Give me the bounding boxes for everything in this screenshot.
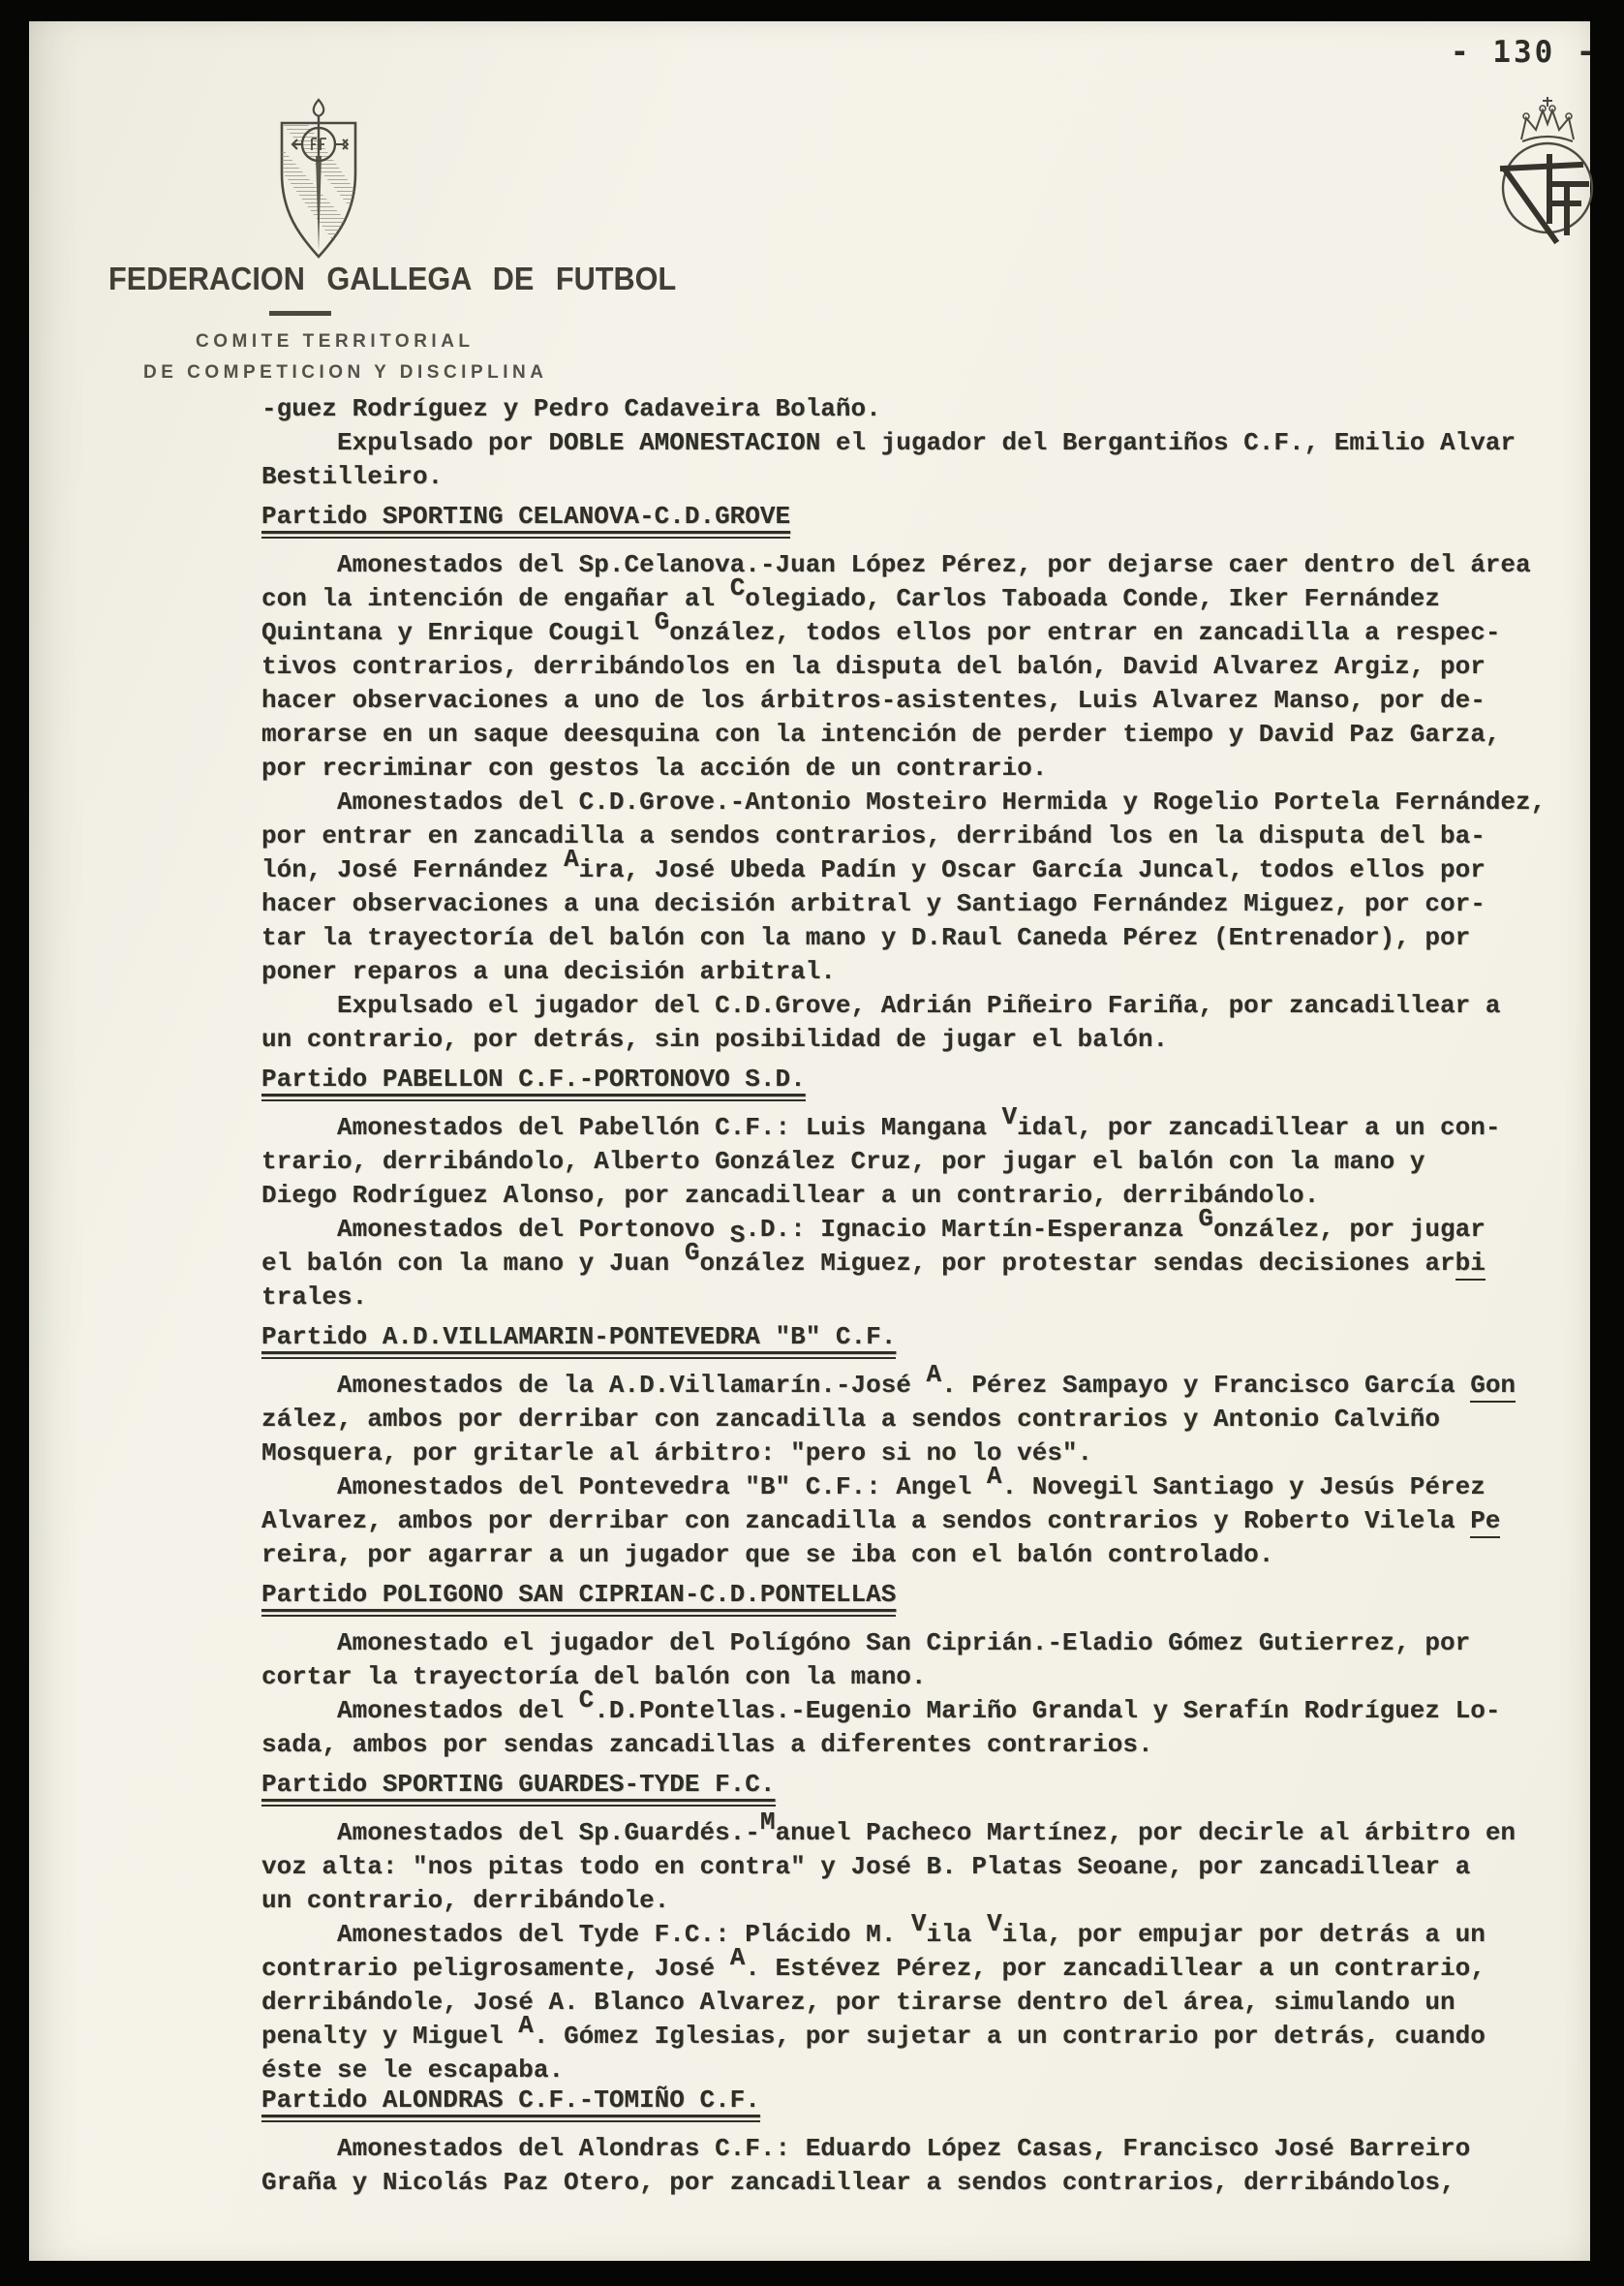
typewriter-raised-segment: A <box>518 2011 534 2041</box>
text-line <box>261 1909 1582 1952</box>
text-line <box>261 1436 1582 1470</box>
typewriter-segment: Graña y Nicolás Paz Otero, por zancadillear a sendos contrarios, derribándolos, <box>261 2168 1455 2197</box>
federation-crown-logo <box>1486 87 1613 252</box>
paragraph <box>261 1360 1582 1572</box>
text-line <box>261 1807 1582 1850</box>
typewriter-segment: voz alta: "nos pitas todo en contra" y José B. Platas Seoane, por zancadillear a <box>261 1852 1471 1881</box>
typewriter-segment: Amonestados del Sp.Guardés.- <box>261 1818 760 1847</box>
paragraph <box>261 1626 1582 1762</box>
typewriter-segment: Partido ALONDRAS C.F.-TOMIÑO C.F. <box>261 2085 760 2115</box>
text-line <box>261 819 1582 853</box>
typewriter-segment: Quintana y Enrique Cougil <box>261 618 655 647</box>
typewriter-segment: Partido PABELLON C.F.-PORTONOVO S.D. <box>261 1065 806 1094</box>
text-line <box>261 718 1582 752</box>
typewriter-segment: Diego Rodríguez Alonso, por zancadillear a un contrario, derribándolo. <box>261 1181 1320 1210</box>
typewriter-raised-segment: V <box>1001 1102 1018 1132</box>
text-line <box>261 955 1582 989</box>
match-heading <box>261 1063 1582 1101</box>
match-heading-text <box>261 1063 806 1101</box>
text-line <box>261 1504 1582 1538</box>
page-number: - 130 - <box>1451 35 1598 70</box>
document-body <box>261 392 1582 2200</box>
letterhead-committee-line2: DE COMPETICION Y DISCIPLINA <box>143 362 548 383</box>
typewriter-segment: ila <box>926 1920 987 1949</box>
text-line <box>261 1102 1582 1145</box>
text-line <box>261 921 1582 955</box>
typewriter-segment: Amonestados del Pontevedra "B" C.F.: Angel <box>261 1472 987 1501</box>
text-line <box>261 392 1582 426</box>
text-line <box>261 1538 1582 1572</box>
text-line <box>261 684 1582 718</box>
typewriter-raised-segment: A <box>986 1462 1002 1492</box>
letterhead-divider <box>269 311 331 316</box>
text-line <box>261 1238 1582 1281</box>
typewriter-segment: Amonestados del C.D.Grove.-Antonio Mosteiro Hermida y Rogelio Portela Fernández, <box>261 788 1547 817</box>
typewriter-segment: reira, por agarrar a un jugador que se iba con el balón controlado. <box>261 1540 1274 1569</box>
match-heading-text <box>261 500 790 539</box>
typewriter-segment: Amonestados del <box>261 1696 579 1725</box>
typewriter-segment: . Gómez Iglesias, por sujetar a un contrario por detrás, cuando <box>533 2022 1486 2051</box>
typewriter-segment: .D.Pontellas.-Eugenio Mariño Grandal y Serafín Rodríguez Lo- <box>594 1696 1501 1725</box>
paragraph <box>261 392 1582 494</box>
typewriter-segment: Amonestados de la A.D.Villamarín.-José <box>261 1371 927 1400</box>
text-line <box>261 1850 1582 1884</box>
typewriter-segment: contrario peligrosamente, José <box>261 1954 730 1983</box>
typewriter-segment: onzález Miguez, por protestar sendas decisiones ar <box>699 1249 1455 1278</box>
typewriter-segment: onzález, por jugar <box>1212 1215 1486 1244</box>
text-line <box>261 2166 1582 2200</box>
typewriter-segment: Partido A.D.VILLAMARIN-PONTEVEDRA "B" C.F. <box>261 1322 897 1351</box>
typewriter-dropped-segment: S <box>729 1220 746 1250</box>
typewriter-segment: éste se le escapaba. <box>261 2055 565 2085</box>
typewriter-ufrag-segment: bi <box>1455 1249 1486 1281</box>
text-line <box>261 1462 1582 1504</box>
typewriter-segment: poner reparos a una decisión arbitral. <box>261 957 836 986</box>
text-line <box>261 887 1582 921</box>
typewriter-segment: Amonestado el jugador del Polígóno San Ciprián.-Eladio Gómez Gutierrez, por <box>261 1628 1471 1657</box>
typewriter-segment: Partido SPORTING GUARDES-TYDE F.C. <box>261 1770 776 1799</box>
typewriter-segment: el balón con la mano y Juan <box>261 1249 685 1278</box>
typewriter-segment: morarse en un saque deesquina con la intención de perder tiempo y David Paz Garza, <box>261 720 1501 749</box>
match-heading <box>261 1768 1582 1807</box>
typewriter-segment: ila, por empujar por detrás a un <box>1001 1920 1486 1949</box>
document-page <box>29 21 1598 2261</box>
text-line <box>261 1179 1582 1213</box>
typewriter-ufrag-segment: Gon <box>1470 1371 1516 1403</box>
text-line <box>261 607 1582 650</box>
typewriter-segment: olegiado, Carlos Taboada Conde, Iker Fernández <box>745 584 1441 613</box>
typewriter-segment: penalty y Miguel <box>261 2022 519 2051</box>
match-heading-text <box>261 1578 896 1617</box>
typewriter-segment: por entrar en zancadilla a sendos contrarios, derribánd los en la disputa del ba- <box>261 821 1486 850</box>
typewriter-segment: Amonestados del Alondras C.F.: Eduardo López Casas, Francisco José Barreiro <box>261 2134 1471 2163</box>
typewriter-segment: lón, José Fernández <box>261 855 565 884</box>
typewriter-segment: por recriminar con gestos la acción de un contrario. <box>261 754 1048 783</box>
match-heading <box>261 1320 1582 1359</box>
typewriter-segment: derribándole, José A. Blanco Alvarez, por tirarse dentro del área, simulando un <box>261 1988 1455 2017</box>
text-line <box>261 1145 1582 1179</box>
text-line <box>261 2054 1582 2087</box>
text-line <box>261 1660 1582 1694</box>
federation-shield-logo <box>264 98 373 264</box>
match-heading <box>261 500 1582 539</box>
typewriter-segment: anuel Pacheco Martínez, por decirle al árbitro en <box>775 1818 1517 1847</box>
typewriter-segment: tivos contrarios, derribándolos en la disputa del balón, David Alvarez Argiz, por <box>261 652 1486 681</box>
text-line <box>261 1626 1582 1660</box>
text-line <box>261 548 1582 582</box>
typewriter-raised-segment: G <box>1198 1204 1213 1234</box>
text-line <box>261 1728 1582 1762</box>
typewriter-segment: Partido SPORTING CELANOVA-C.D.GROVE <box>261 502 791 531</box>
typewriter-raised-segment: C <box>578 1685 595 1715</box>
text-line <box>261 1204 1582 1250</box>
typewriter-segment: Expulsado por DOBLE AMONESTACION el jugador del Bergantiños C.F., Emilio Alvar <box>261 428 1517 457</box>
typewriter-segment: un contrario, derribándole. <box>261 1886 670 1915</box>
text-line <box>261 573 1582 616</box>
text-line <box>261 1023 1582 1057</box>
text-line <box>261 845 1582 887</box>
text-line <box>261 1986 1582 2020</box>
match-heading-text <box>261 2084 760 2122</box>
typewriter-raised-segment: V <box>986 1909 1002 1939</box>
typewriter-segment: hacer observaciones a una decisión arbitral y Santiago Fernández Miguez, por cor- <box>261 889 1486 918</box>
typewriter-segment: Amonestados del Sp.Celanova.-Juan López Pérez, por dejarse caer dentro del área <box>261 550 1531 579</box>
paragraph <box>261 2132 1582 2200</box>
typewriter-segment: .D.: Ignacio Martín-Esperanza <box>745 1215 1199 1244</box>
letterhead-org-name: FEDERACION GALLEGA DE FUTBOL <box>108 261 677 296</box>
text-line <box>261 1685 1582 1728</box>
text-line <box>261 2011 1582 2054</box>
typewriter-segment: trales. <box>261 1282 368 1312</box>
paragraph <box>261 548 1582 1057</box>
typewriter-segment: hacer observaciones a uno de los árbitros-asistentes, Luis Alvarez Manso, por de- <box>261 686 1486 715</box>
typewriter-segment: Amonestados del Portonovo <box>261 1215 730 1244</box>
typewriter-segment: onzález, todos ellos por entrar en zancadilla a respec- <box>669 618 1501 647</box>
typewriter-segment: Bestilleiro. <box>261 462 444 491</box>
typewriter-raised-segment: A <box>926 1360 942 1390</box>
typewriter-raised-segment: V <box>910 1909 927 1939</box>
typewriter-segment: ira, José Ubeda Padín y Oscar García Juncal, todos ellos por <box>578 855 1486 884</box>
letterhead-committee-line1: COMITE TERRITORIAL <box>196 331 475 352</box>
typewriter-segment: Alvarez, ambos por derribar con zancadilla a sendos contrarios y Roberto Vilela <box>261 1506 1471 1535</box>
text-line <box>261 1360 1582 1403</box>
typewriter-segment: trario, derribándolo, Alberto González Cruz, por jugar el balón con la mano y <box>261 1147 1425 1176</box>
text-line <box>261 752 1582 786</box>
paragraph <box>261 1102 1582 1314</box>
typewriter-raised-segment: G <box>654 607 670 637</box>
match-heading <box>261 1578 1582 1617</box>
typewriter-raised-segment: A <box>564 845 579 875</box>
typewriter-segment: . Pérez Sampayo y Francisco García <box>941 1371 1471 1400</box>
typewriter-segment: Partido POLIGONO SAN CIPRIAN-C.D.PONTELLAS <box>261 1580 897 1609</box>
typewriter-segment: cortar la trayectoría del balón con la mano. <box>261 1662 927 1691</box>
typewriter-segment: Amonestados del Pabellón C.F.: Luis Mangana <box>261 1113 1002 1142</box>
typewriter-segment: con la intención de engañar al <box>261 584 730 613</box>
text-line <box>261 426 1582 460</box>
match-heading-text <box>261 1768 776 1807</box>
typewriter-segment: . Estévez Pérez, por zancadillear a un contrario, <box>745 1954 1486 1983</box>
typewriter-segment: un contrario, por detrás, sin posibilidad de jugar el balón. <box>261 1025 1169 1054</box>
text-line <box>261 650 1582 684</box>
typewriter-segment: Amonestados del Tyde F.C.: Plácido M. <box>261 1920 911 1949</box>
typewriter-raised-segment: A <box>729 1943 746 1973</box>
match-heading-text <box>261 1320 896 1359</box>
text-line <box>261 989 1582 1023</box>
text-line <box>261 460 1582 494</box>
text-line <box>261 1943 1582 1986</box>
typewriter-segment: Mosquera, por gritarle al árbitro: "pero si no lo vés". <box>261 1438 1093 1467</box>
typewriter-segment: sada, ambos por sendas zancadillas a diferentes contrarios. <box>261 1730 1153 1759</box>
typewriter-ufrag-segment: Pe <box>1470 1506 1500 1538</box>
typewriter-segment: tar la trayectoría del balón con la mano y D.Raul Caneda Pérez (Entrenador), por <box>261 923 1471 952</box>
text-line <box>261 1403 1582 1436</box>
typewriter-segment: Expulsado el jugador del C.D.Grove, Adrián Piñeiro Fariña, por zancadillear a <box>261 991 1501 1020</box>
typewriter-raised-segment: M <box>759 1807 776 1838</box>
typewriter-raised-segment: G <box>684 1238 700 1268</box>
text-line <box>261 786 1582 819</box>
text-line <box>261 1281 1582 1314</box>
typewriter-segment: idal, por zancadillear a un con- <box>1017 1113 1501 1142</box>
paragraph <box>261 1807 1582 2087</box>
match-heading <box>261 2084 1582 2122</box>
typewriter-segment: . Novegil Santiago y Jesús Pérez <box>1001 1472 1486 1501</box>
typewriter-segment: -guez Rodríguez y Pedro Cadaveira Bolaño. <box>261 394 881 423</box>
typewriter-segment: zález, ambos por derribar con zancadilla a sendos contrarios y Antonio Calviño <box>261 1405 1440 1434</box>
text-line <box>261 2132 1582 2166</box>
typewriter-raised-segment: C <box>729 573 746 603</box>
